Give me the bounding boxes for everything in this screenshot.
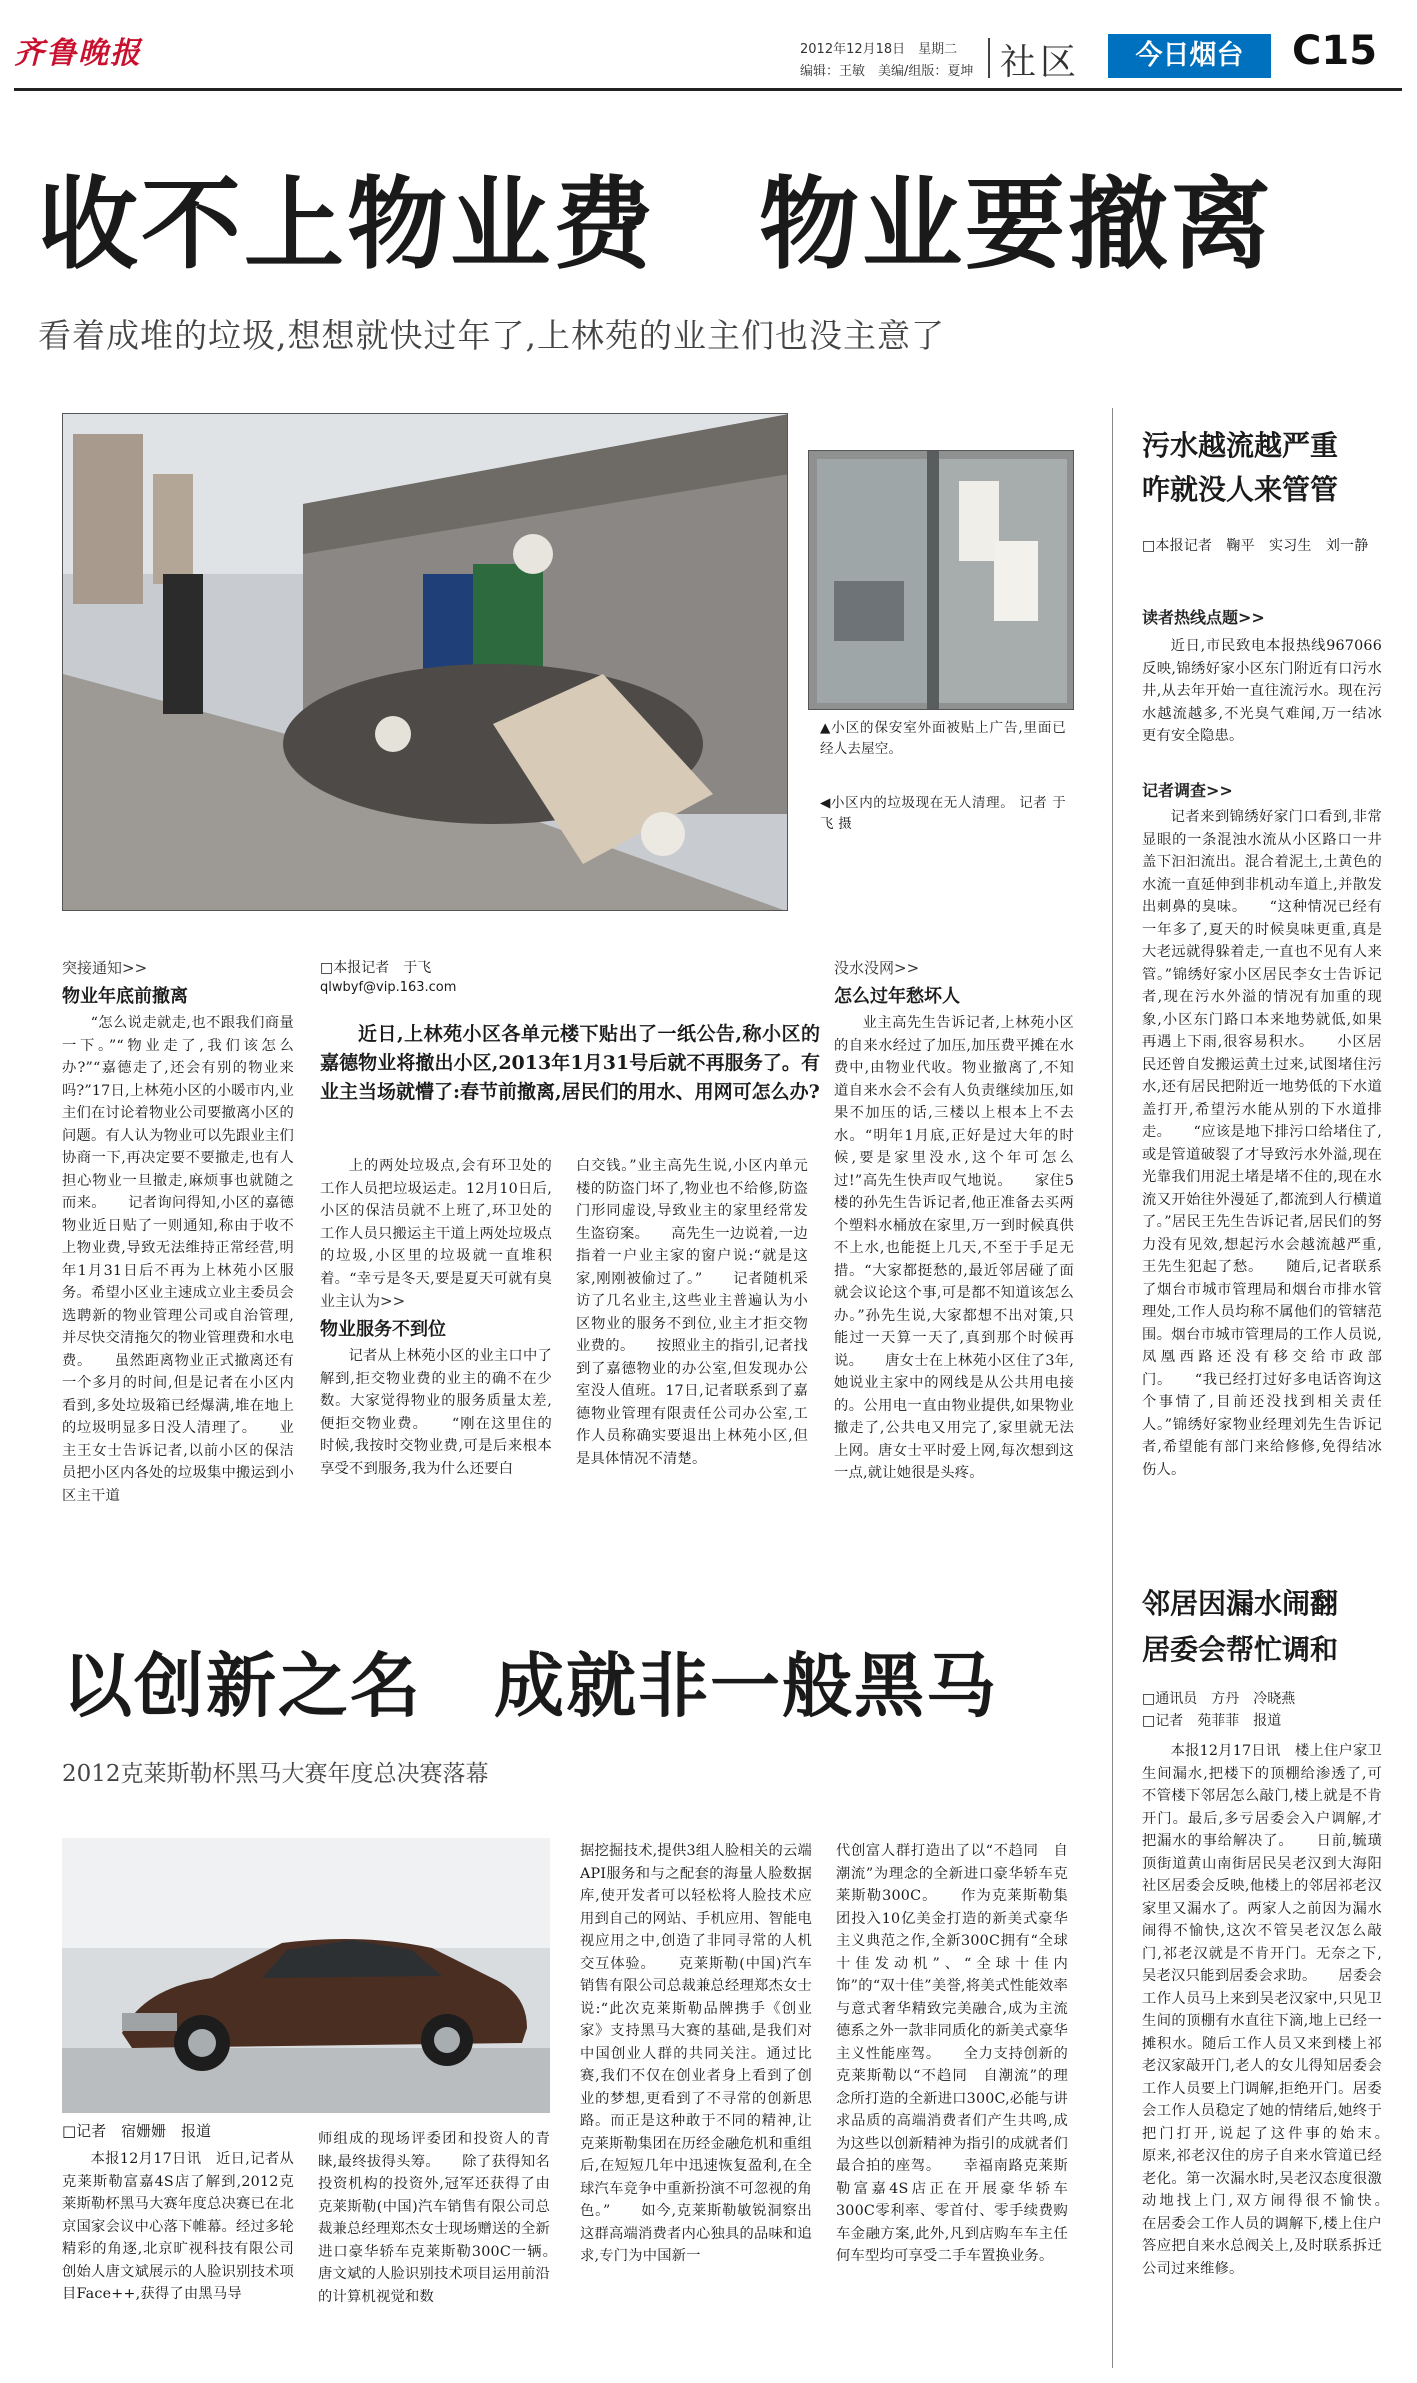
photo-caption-2: ◀小区内的垃圾现在无人清理。 记者 于飞 摄 — [820, 795, 1066, 832]
sidebar1-kicker-1: 读者热线点题>> — [1142, 608, 1265, 627]
col2-body: 上的两处垃圾点,会有环卫处的工作人员把垃圾运走。12月10日后,小区的保洁员就不上班了,环卫处的工作人员只搬运主干道上两处垃圾点的垃圾,小区里的垃圾就一直堆积着。“幸亏是冬天,要是夏天可就有臭 — [320, 1158, 552, 1287]
ad-col1: 本报12月17日讯 近日,记者从克莱斯勒富嘉4S店了解到,2012克莱斯勒杯黑马大赛年度总决赛已在北京国家会议中心落下帷幕。经过多轮精彩的角逐,北京旷视科技有限公司创始人唐文斌展示的人脸识别技术项目Face++,获得了由黑马导 — [62, 2151, 294, 2302]
section-badge: 今日烟台 — [1108, 34, 1271, 78]
col1-kicker: 突接通知>> — [62, 959, 148, 977]
photo-caption-1: ▲小区的保安室外面被贴上广告,里面已经人去屋空。 — [820, 720, 1066, 757]
sidebar2-text: 本报12月17日讯 楼上住户家卫生间漏水,把楼下的顶棚给渗透了,可不管楼下邻居怎么敲门,楼上就是不肯开门。最后,多亏居委会入户调解,才把漏水的事给解决了。 日前,毓璜顶街道黄山南街居民吴老汉到大海阳社区居委会反映,他楼上的邻居祁老汉家里又漏水了。两家人之前因为漏水闹得不愉快,这次不管吴老汉怎么敲门,祁老汉就是不肯开门。无奈之下,吴老汉只能到居委会求助。 居委会工作人员马上来到吴老汉家中,只见卫生间的顶棚有水直往下滴,地上已经一摊积水。随后工作人员又来到楼上祁老汉家敲开门,老人的女儿得知居委会工作人员要上门调解,拒绝开门。居委会工作人员稳定了她的情绪后,她终于把门打开,说起了这件事的始末。 原来,祁老汉住的房子自来水管道已经老化。第一次漏水时,吴老汉态度很激动地找上门,双方闹得很不愉快。 在居委会工作人员的调解下,楼上住户答应把自来水总阀关上,及时联系拆迁公司过来维修。 — [1142, 1743, 1382, 2277]
ad-col4: 代创富人群打造出了以“不趋同 自潮流”为理念的全新进口豪华轿车克莱斯勒300C。 作为克莱斯勒集团投入10亿美金打造的新美式豪华主义典范之作,全新300C拥有“全球十佳发动机”、“全球十佳内饰”的“双十佳”美誉,将美式性能效率与意式奢华精致完美融合,成为主流德系之外一款非同质化的新美式豪华主义性能座驾。 全力支持创新的克莱斯勒以“不趋同 自潮流”的理念所打造的全新进口300C,必能与讲求品质的高端消费者们产生共鸣,成为这些以创新精神为指引的成就者们最合拍的座驾。 幸福南路克莱斯勒富嘉4S店正在开展豪华轿车300C零利率、零首付、零手续费购车金融方案,此外,凡到店购车车主任何车型均可享受二手车置换业务。 — [836, 1843, 1068, 2264]
sidebar1-byline: □本报记者 鞠平 实习生 刘一静 — [1142, 538, 1369, 554]
main-subheadline: 看着成堆的垃圾,想想就快过年了,上林苑的业主们也没主意了 — [38, 316, 945, 355]
sidebar2-headline-1: 邻居因漏水闹翻 — [1142, 1587, 1339, 1620]
ad-col3: 据挖掘技术,提供3组人脸相关的云端API服务和与之配套的海量人脸数据库,使开发者可以轻松将人脸技术应用到自己的网站、手机应用、智能电视应用之中,创造了非同寻常的人机交互体验。 克莱斯勒(中国)汽车销售有限公司总裁兼总经理郑杰女士说:“此次克莱斯勒品牌携手《创业家》支持黑马大赛的基础,是我们对中国创业人群的共同关注。通过比赛,我们不仅在创业者身上看到了创业的梦想,更看到了不寻常的创新思路。而正是这种敢于不同的精神,让克莱斯勒集团在历经金融危机和重组后,在短短几年中迅速恢复盈利,在全球汽车竞争中重新扮演不可忽视的角色。” 如今,克莱斯勒敏锐洞察出这群高端消费者内心独具的品味和追求,专门为中国新一 — [580, 1843, 812, 2264]
sidebar-divider — [1112, 408, 1113, 2368]
main-byline: □本报记者 于飞 — [320, 960, 432, 976]
lead-paragraph: 近日,上林苑小区各单元楼下贴出了一纸公告,称小区的嘉德物业将撤出小区,2013年1月31号后就不再服务了。有业主当场就懵了:春节前撤离,居民们的用水、用网可怎么办? — [320, 1023, 820, 1103]
masthead-divider — [988, 38, 990, 78]
col2-kicker: 业主认为>> — [320, 1292, 406, 1310]
sidebar2-headline-2: 居委会帮忙调和 — [1142, 1633, 1339, 1666]
col2-subhead: 物业服务不到位 — [320, 1319, 446, 1340]
garbage-photo — [62, 413, 788, 911]
editor-credit: 编辑：王敏 美编/组版：夏坤 — [800, 64, 974, 79]
sidebar1-headline-2: 咋就没人来管管 — [1142, 473, 1339, 506]
garbage-photo-image — [63, 414, 788, 911]
col2-body-2: 记者从上林苑小区的业主口中了解到,拒交物业费的业主的确不在少数。大家觉得物业的服务质量太差,便拒交物业费。 “刚在这里住的时候,我按时交物业费,可是后来根本享受不到服务,我为什么还要白 — [320, 1348, 552, 1477]
ad-subheadline: 2012克莱斯勒杯黑马大赛年度总决赛落幕 — [62, 1761, 489, 1787]
sidebar1-kicker-2: 记者调查>> — [1142, 781, 1233, 800]
security-room-image — [809, 451, 1074, 710]
col1-body: “怎么说走就走,也不跟我们商量一下。”“物业走了,我们该怎么办?”“嘉德走了,还会有别的物业来吗?”17日,上林苑小区的小暖市内,业主们在讨论着物业公司要撤离小区的问题。有人认为物业可以先跟业主们协商一下,再决定要不要撤走,也有人担心物业一旦撤走,麻烦事也就随之而来。 记者询问得知,小区的嘉德物业近日贴了一则通知,称由于收不上物业费,导致无法维持正常经营,明年1月31日后不再为上林苑小区服务。希望小区业主速成立业主委员会选聘新的物业管理公司或自治管理,并尽快交清拖欠的物业管理费和水电费。 虽然距离物业正式撤离还有一个多月的时间,但是记者在小区内看到,多处垃圾箱已经爆满,堆在地上的垃圾明显多日没人清理了。 业主王女士告诉记者,以前小区的保洁员把小区内各处的垃圾集中搬运到小区主干道 — [62, 1015, 294, 1504]
sidebar2-byline-2: □记者 苑菲菲 报道 — [1142, 1713, 1282, 1729]
col3-body: 白交钱。”业主高先生说,小区内单元楼的防盗门坏了,物业也不给修,防盗门形同虚设,导致业主的家里经常发生盗窃案。 高先生一边说着,一边指着一户业主家的窗户说:“就是这家,刚刚被偷过了。” 记者随机采访了几名业主,这些业主普遍认为小区物业的服务不到位,业主才拒交物业费的。 按照业主的指引,记者找到了嘉德物业的办公室,但发现办公室没人值班。17日,记者联系到了嘉德物业管理有限责任公司办公室,工作人员称确实要退出上林苑小区,但是具体情况不清楚。 — [576, 1158, 808, 1467]
section-name: 社区 — [1000, 42, 1081, 83]
car-photo — [62, 1838, 550, 2113]
sidebar1-text-1: 近日,市民致电本报热线967066反映,锦绣好家小区东门附近有口污水井,从去年开始一直往流污水。现在污水越流越多,不光臭气难闻,万一结冰更有安全隐患。 — [1142, 638, 1382, 744]
sidebar1-headline-1: 污水越流越严重 — [1142, 429, 1339, 462]
security-room-photo — [808, 450, 1074, 710]
sidebar1-text-2: 记者来到锦绣好家门口看到,非常显眼的一条混浊水流从小区路口一井盖下汩汩流出。混合着泥土,土黄色的水流一直延伸到非机动车道上,并散发出刺鼻的臭味。 “这种情况已经有一年多了,夏天的时候臭味更重,真是大老远就得躲着走,一直也不见有人来管。”锦绣好家小区居民李女士告诉记者,现在污水外溢的情况有加重的现象,小区东门路口本来地势就低,如果再遇上下雨,很容易积水。 小区居民还曾自发搬运黄土过来,试图堵住污水,还有居民把附近一地势低的下水道盖打开,希望污水能从别的下水道排走。 “应该是地下排污口给堵住了,或是管道破裂了才导致污水外溢,现在光靠我们用泥土堵是堵不住的,现在水流又开始往外漫延了,都流到人行横道了。”居民王先生告诉记者,居民们的努力没有见效,想起污水会越流越严重,王先生犯起了愁。 随后,记者联系了烟台市城市管理局和烟台市排水管理处,工作人员均称不属他们的管辖范围。烟台市城市管理局的工作人员说,凤凰西路还没有移交给市政部门。 “我已经打过好多电话咨询这个事情了,目前还没找到相关责任人。”锦绣好家物业经理刘先生告诉记者,希望能有部门来给修修,免得结冰伤人。 — [1142, 809, 1382, 1478]
main-headline: 收不上物业费 物业要撤离 — [38, 166, 1274, 283]
ad-headline: 以创新之名 成就非一般黑马 — [62, 1645, 998, 1727]
col1-subhead: 物业年底前撤离 — [62, 986, 188, 1007]
col4-kicker: 没水没网>> — [834, 959, 920, 977]
page-number: C15 — [1292, 28, 1378, 74]
issue-date: 2012年12月18日 星期二 — [800, 42, 958, 57]
col4-subhead: 怎么过年愁坏人 — [834, 986, 960, 1007]
masthead-logo: 齐鲁晚报 — [14, 36, 142, 71]
main-email: qlwbyf@vip.163.com — [320, 980, 457, 995]
sidebar2-byline-1: □通讯员 方丹 冷晓燕 — [1142, 1691, 1296, 1707]
masthead-rule — [14, 88, 1402, 91]
ad-byline: □记者 宿姗姗 报道 — [62, 2122, 212, 2140]
col4-body: 业主高先生告诉记者,上林苑小区的自来水经过了加压,加压费平摊在水费中,由物业代收。物业撤离了,不知道自来水会不会有人负责继续加压,如果不加压的话,三楼以上根本上不去水。“明年1月底,正好是过大年的时候,要是家里没水,这个年可怎么过!”高先生快声叹气地说。 家住5楼的孙先生告诉记者,他正准备去买两个塑料水桶放在家里,万一到时候真供不上水,也能挺上几天,不至于手足无措。“大家都挺愁的,最近邻居碰了面就会议论这个事,可是都不知道该怎么办。”孙先生说,大家都想不出对策,只能过一天算一天了,真到那个时候再说。 唐女士在上林苑小区住了3年,她说业主家中的网线是从公共用电接的。公用电一直由物业提供,如果物业撤走了,公共电又用完了,家里就无法上网。唐女士平时爱上网,每次想到这一点,就让她很是头疼。 — [834, 1015, 1074, 1481]
ad-col2: 师组成的现场评委团和投资人的青睐,最终拔得头筹。 除了获得知名投资机构的投资外,冠军还获得了由克莱斯勒(中国)汽车销售有限公司总裁兼总经理郑杰女士现场赠送的全新进口豪华轿车克莱斯勒300C一辆。 唐文斌的人脸识别技术项目运用前沿的计算机视觉和数 — [318, 2131, 550, 2305]
car-image — [62, 1838, 550, 2113]
